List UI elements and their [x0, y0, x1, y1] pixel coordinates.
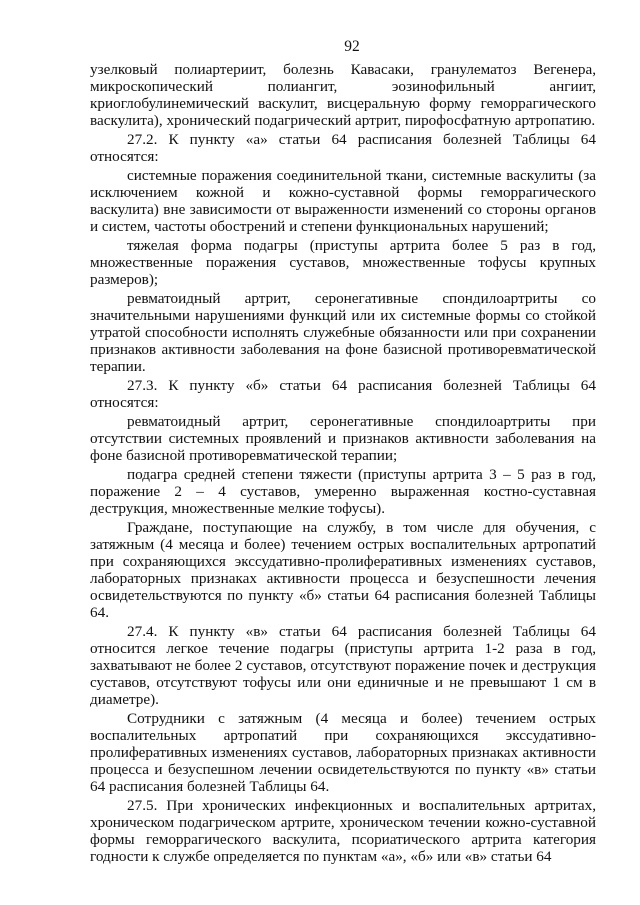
- paragraph: Сотрудники с затяжным (4 месяца и более) течением острых воспалительных артропатий при сохраняющихся экссудативно-пролиферативных изменениях суставов, лабораторных признаках активности процесса и безуспешном лечении освидетельствуются по пункту «в» статьи 64 расписания болезней Таблицы 64.: [90, 710, 596, 795]
- paragraph: 27.4. К пункту «в» статьи 64 расписания болезней Таблицы 64 относится легкое течение подагры (приступы артрита 1-2 раза в год, захватывают не более 2 суставов, отсутствуют поражение почек и деструкция суставов, отсутствуют тофусы или они единичные и не превышают 1 см в диаметре).: [90, 623, 596, 708]
- paragraph: Граждане, поступающие на службу, в том числе для обучения, с затяжным (4 месяца и более) течением острых воспалительных артропатий при сохраняющихся экссудативно-пролиферативных изменениях суставов, лабораторных признаках активности процесса и безуспешности лечения освидетельствуются по пункту «б» статьи 64 расписания болезней Таблицы 64.: [90, 519, 596, 621]
- page-number: 92: [344, 38, 360, 55]
- paragraph: узелковый полиартериит, болезнь Кавасаки, гранулематоз Вегенера, микроскопический полиангит, эозинофильный ангиит, криоглобулинемический васкулит, висцеральную форму геморрагического васкулита), хронический подагрический артрит, пирофосфатную артропатию.: [90, 61, 596, 129]
- paragraph: тяжелая форма подагры (приступы артрита более 5 раз в год, множественные поражения суставов, множественные тофусы крупных размеров);: [90, 237, 596, 288]
- paragraph: ревматоидный артрит, серонегативные спондилоартриты со значительными нарушениями функций или их системные формы со стойкой утратой способности исполнять служебные обязанности или при сохранении признаков активности заболевания на фоне базисной противоревматической терапии.: [90, 290, 596, 375]
- paragraph: 27.5. При хронических инфекционных и воспалительных артритах, хроническом подагрическом артрите, хроническом течении кожно-суставной формы геморрагического васкулита, псориатического артрита категория годности к службе определяется по пунктам «а», «б» или «в» статьи 64: [90, 797, 596, 865]
- document-body: [90, 61, 596, 865]
- paragraph: 27.3. К пункту «б» статьи 64 расписания болезней Таблицы 64 относятся:: [90, 377, 596, 411]
- paragraph: 27.2. К пункту «а» статьи 64 расписания болезней Таблицы 64 относятся:: [90, 131, 596, 165]
- paragraph: системные поражения соединительной ткани, системные васкулиты (за исключением кожной и кожно-суставной формы геморрагического васкулита) вне зависимости от выраженности изменений со стороны органов и систем, частоты обострений и степени функциональных нарушений;: [90, 167, 596, 235]
- paragraph: ревматоидный артрит, серонегативные спондилоартриты при отсутствии системных проявлений и признаков активности заболевания на фоне базисной противоревматической терапии;: [90, 413, 596, 464]
- paragraph: подагра средней степени тяжести (приступы артрита 3 – 5 раз в год, поражение 2 – 4 суставов, умеренно выраженная костно-суставная деструкция, множественные мелкие тофусы).: [90, 466, 596, 517]
